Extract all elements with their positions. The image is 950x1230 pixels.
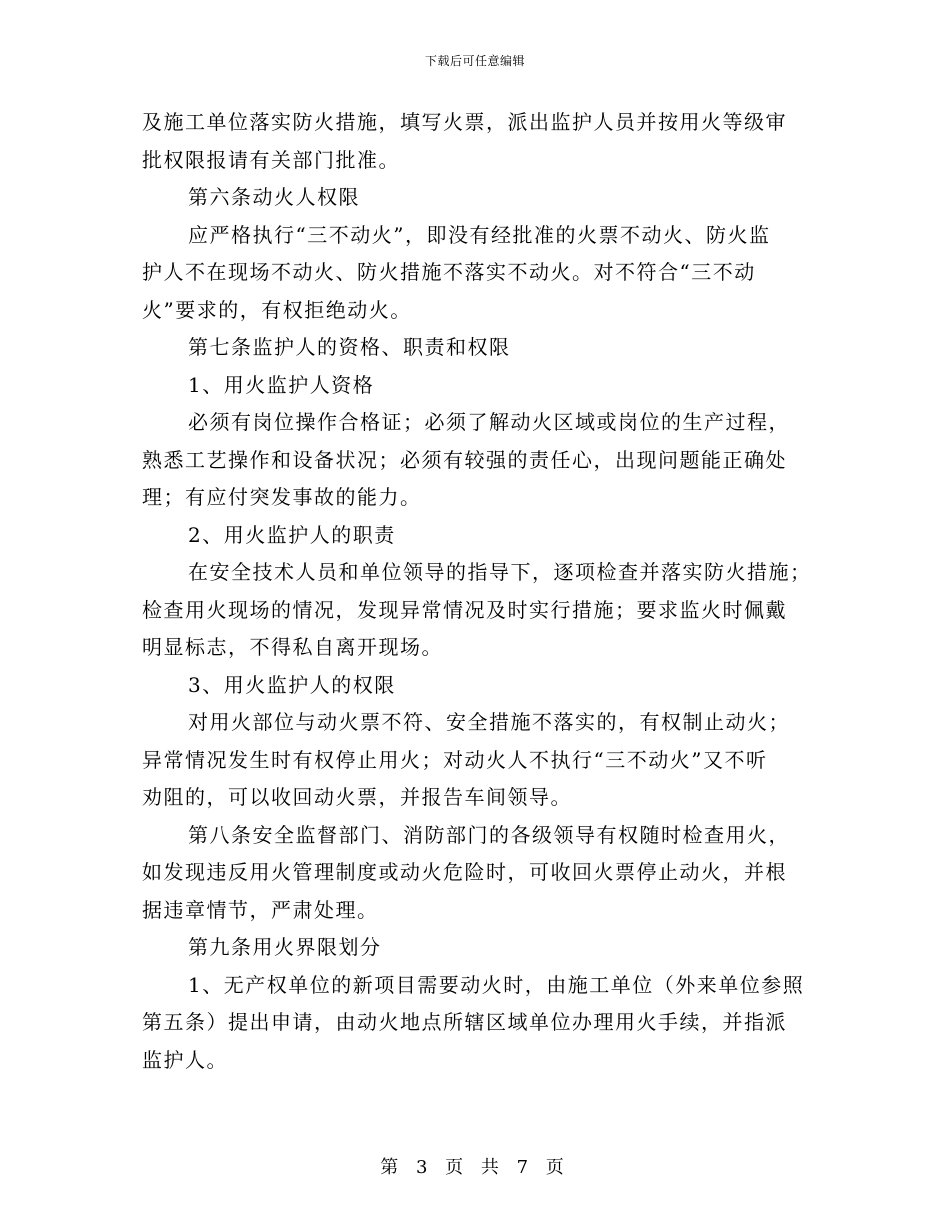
text-line: 理；有应付突发事故的能力。 [142, 485, 422, 509]
page-footer: 第 3 页 共 7 页 [380, 1157, 570, 1178]
text-line: 在安全技术人员和单位领导的指导下，逐项检查并落实防火措施； [188, 560, 812, 584]
text-line: 1、用火监护人资格 [188, 372, 375, 397]
text-line: 第九条用火界限划分 [188, 935, 382, 959]
text-line: 应严格执行“三不动火”，即没有经批准的火票不动火、防火监 [188, 222, 771, 247]
text-line: 如发现违反用火管理制度或动火危险时，可收回火票停止动火，并根 [142, 860, 787, 884]
text-line: 护人不在现场不动火、防火措施不落实不动火。对不符合“三不动 [142, 260, 756, 284]
text-line: 第七条监护人的资格、职责和权限 [188, 335, 511, 359]
text-line: 异常情况发生时有权停止用火；对动火人不执行“三不动火”又不听 [142, 747, 768, 772]
text-line: 2、用火监护人的职责 [188, 522, 396, 547]
text-line: 火”要求的，有权拒绝动火。 [142, 297, 412, 322]
text-line: 熟悉工艺操作和设备状况；必须有较强的责任心，出现问题能正确处 [142, 447, 787, 472]
text-line: 第六条动火人权限 [188, 185, 360, 209]
text-line: 必须有岗位操作合格证；必须了解动火区域或岗位的生产过程， [188, 410, 790, 434]
text-line: 批权限报请有关部门批准。 [142, 147, 400, 172]
text-line: 监护人。 [142, 1047, 228, 1072]
text-line: 对用火部位与动火票不符、安全措施不落实的，有权制止动火； [188, 710, 790, 734]
text-line: 1、无产权单位的新项目需要动火时，由施工单位（外来单位参照 [188, 972, 805, 997]
text-line: 据违章情节，严肃处理。 [142, 897, 379, 922]
text-line: 第五条）提出申请，由动火地点所辖区域单位办理用火手续，并指派 [142, 1010, 787, 1034]
text-line: 及施工单位落实防火措施，填写火票，派出监护人员并按用火等级审 [142, 110, 787, 134]
page-header: 下载后可任意编辑 [424, 54, 525, 68]
text-line: 检查用火现场的情况，发现异常情况及时实行措施；要求监火时佩戴 [142, 597, 787, 622]
text-line: 第八条安全监督部门、消防部门的各级领导有权随时检查用火， [188, 822, 790, 847]
text-line: 3、用火监护人的权限 [188, 672, 396, 697]
document-body [142, 104, 822, 1079]
text-line: 劝阻的，可以收回动火票，并报告车间领导。 [142, 785, 572, 809]
text-line: 明显标志，不得私自离开现场。 [142, 635, 443, 659]
